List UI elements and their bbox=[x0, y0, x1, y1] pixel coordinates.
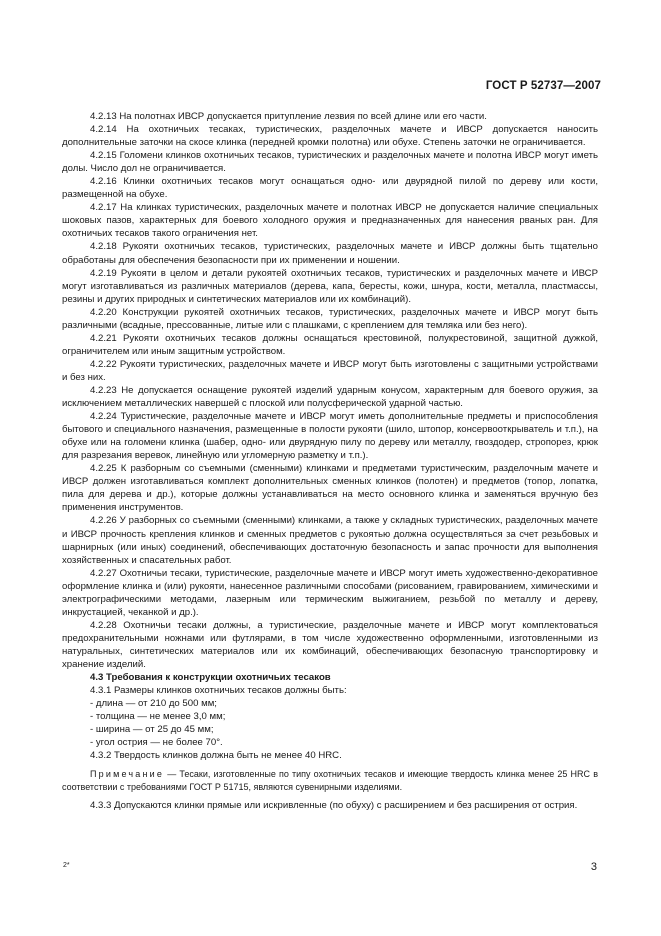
paragraph-4-2-28: 4.2.28 Охотничьи тесаки должны, а туристические, разделочные мачете и ИВСР могут комплектоваться предохранительными ножнами или футлярами, в том числе художественно оформленными, изготовленными из натуральных, синтетических материалов или их комбинаций, обеспечивающих безопасную транспортировку и хранение изделий. bbox=[62, 619, 598, 670]
paragraph-4-3-3: 4.3.3 Допускаются клинки прямые или искривленные (по обуху) с расширением и без расширения от острия. bbox=[90, 799, 578, 811]
paragraph-4-2-21: 4.2.21 Рукояти охотничьих тесаков должны оснащаться крестовиной, полукрестовиной, защитной дужкой, ограничителем или иным защитным устройством. bbox=[62, 332, 598, 357]
paragraph-4-2-27: 4.2.27 Охотничьи тесаки, туристические, разделочные мачете и ИВСР могут иметь художественно-декоративное оформление клинка и (или) рукояти, нанесенное различными способами (рисованием, гравированием, химическими и электрографическими методами, лазерным или термическим выжиганием, резьбой по металлу и дереву, инкрустацией, чеканкой и др.). bbox=[62, 567, 598, 618]
note-text: — Тесаки, изготовленные по типу охотничьих тесаков и имеющие твердость клинка менее 25 HRC в соответствии с требованиями ГОСТ Р 51715, являются сувенирными изделиями. bbox=[62, 769, 598, 792]
paragraph-4-2-22: 4.2.22 Рукояти туристических, разделочных мачете и ИВСР могут быть изготовлены с защитными устройствами и без них. bbox=[62, 358, 598, 383]
paragraph-4-2-13: 4.2.13 На полотнах ИВСР допускается притупление лезвия по всей длине или его части. bbox=[90, 111, 487, 122]
paragraph-4-2-17: 4.2.17 На клинках туристических, разделочных мачете и полотнах ИВСР не допускается наличие специальных шоковых пазов, характерных для боевого холодного оружия и предназначенных для нанесения рваных ран. Для охотничьих тесаков такого ограничения нет. bbox=[62, 202, 598, 240]
list-item-width: - ширина — от 25 до 45 мм; bbox=[90, 724, 214, 736]
paragraph-4-2-18: 4.2.18 Рукояти охотничьих тесаков, туристических, разделочных мачете и ИВСР должны быть тщательно обработаны для обеспечения безопасности при их применении и ношении. bbox=[62, 241, 598, 266]
page-number: 3 bbox=[590, 861, 597, 873]
list-item-length: - длина — от 210 до 500 мм; bbox=[90, 698, 217, 710]
paragraph-4-2-16: 4.2.16 Клинки охотничьих тесаков могут оснащаться одно- или двурядной пилой по дереву или кости, размещенной на обухе. bbox=[62, 176, 598, 201]
paragraph-4-2-20: 4.2.20 Конструкции рукоятей охотничьих тесаков, туристических, разделочных мачете и ИВСР могут быть различными (всадные, прессованные, литые или с плашками, с креплением для темляка или без него). bbox=[62, 306, 598, 331]
document-body bbox=[62, 110, 598, 812]
document-header: ГОСТ Р 52737—2007 bbox=[485, 80, 601, 92]
note-label: Примечание bbox=[90, 769, 165, 780]
paragraph-4-2-24: 4.2.24 Туристические, разделочные мачете и ИВСР могут иметь дополнительные предметы и приспособления бытового и специального назначения, размещенные в полости рукояти (шило, штопор, консервооткрыватель и т.п.), на обухе или на голомени клинка (шабер, одно- или двурядную пилу по дереву или металлу, гвоздодер, стропорез, крюк для разрезания веревок, линейную или угломерную разметку и т.п.). bbox=[62, 411, 598, 462]
paragraph-4-2-19: 4.2.19 Рукояти в целом и детали рукоятей охотничьих тесаков, туристических и разделочных мачете и ИВСР могут изготавливаться из различных материалов (дерева, капа, бересты, кожи, шнура, кости, металла, пластмассы, резины и других природных и синтетических материалов или их комбинаций). bbox=[62, 267, 598, 305]
paragraph-4-2-15: 4.2.15 Голомени клинков охотничьих тесаков, туристических и разделочных мачете и полотна ИВСР могут иметь долы. Число дол не ограничивается. bbox=[62, 150, 598, 175]
footer-signature-mark: 2* bbox=[63, 862, 70, 869]
paragraph-4-2-26: 4.2.26 У разборных со съемными (сменными) клинками, а также у складных туристических, разделочных мачете и ИВСР прочность крепления клинков и сменных предметов с рукоятью должна осуществляться за счет резьбовых и шарнирных (или иных) соединений, обеспечивающих достаточную безопасность и запас прочности для выполнения хозяйственных и спасательных работ. bbox=[62, 515, 598, 566]
paragraph-4-3-1: 4.3.1 Размеры клинков охотничьих тесаков должны быть: bbox=[90, 685, 347, 697]
paragraph-4-2-23: 4.2.23 Не допускается оснащение рукоятей изделий ударным конусом, характерным для боевого оружия, за исключением металлических навершей с плоской или полусферической ударной частью. bbox=[62, 384, 598, 410]
paragraph-4-3-2: 4.3.2 Твердость клинков должна быть не менее 40 HRC. bbox=[90, 750, 342, 762]
paragraph-4-2-14: 4.2.14 На охотничьих тесаках, туристических, разделочных мачете и ИВСР допускается наносить дополнительные заточки на скосе клинка (передней кромки полотна) или обухе. Степень заточки не ограничивается. bbox=[62, 124, 598, 149]
note bbox=[62, 768, 598, 792]
section-4-3-heading: 4.3 Требования к конструкции охотничьих тесаков bbox=[90, 672, 331, 684]
paragraph-4-2-25: 4.2.25 К разборным со съемными (сменными) клинками и предметами туристическим, разделочным мачете и ИВСР должен изготавливаться комплект дополнительных сменных клинков (полотен) и предметов (топор, лопатка, пила для дерева и др.), которые должны устанавливаться на место основного клинка и заменяться вручную без применения инструментов. bbox=[62, 463, 598, 514]
list-item-tip-angle: - угол острия — не более 70°. bbox=[90, 737, 223, 749]
list-item-thickness: - толщина — не менее 3,0 мм; bbox=[90, 711, 226, 723]
